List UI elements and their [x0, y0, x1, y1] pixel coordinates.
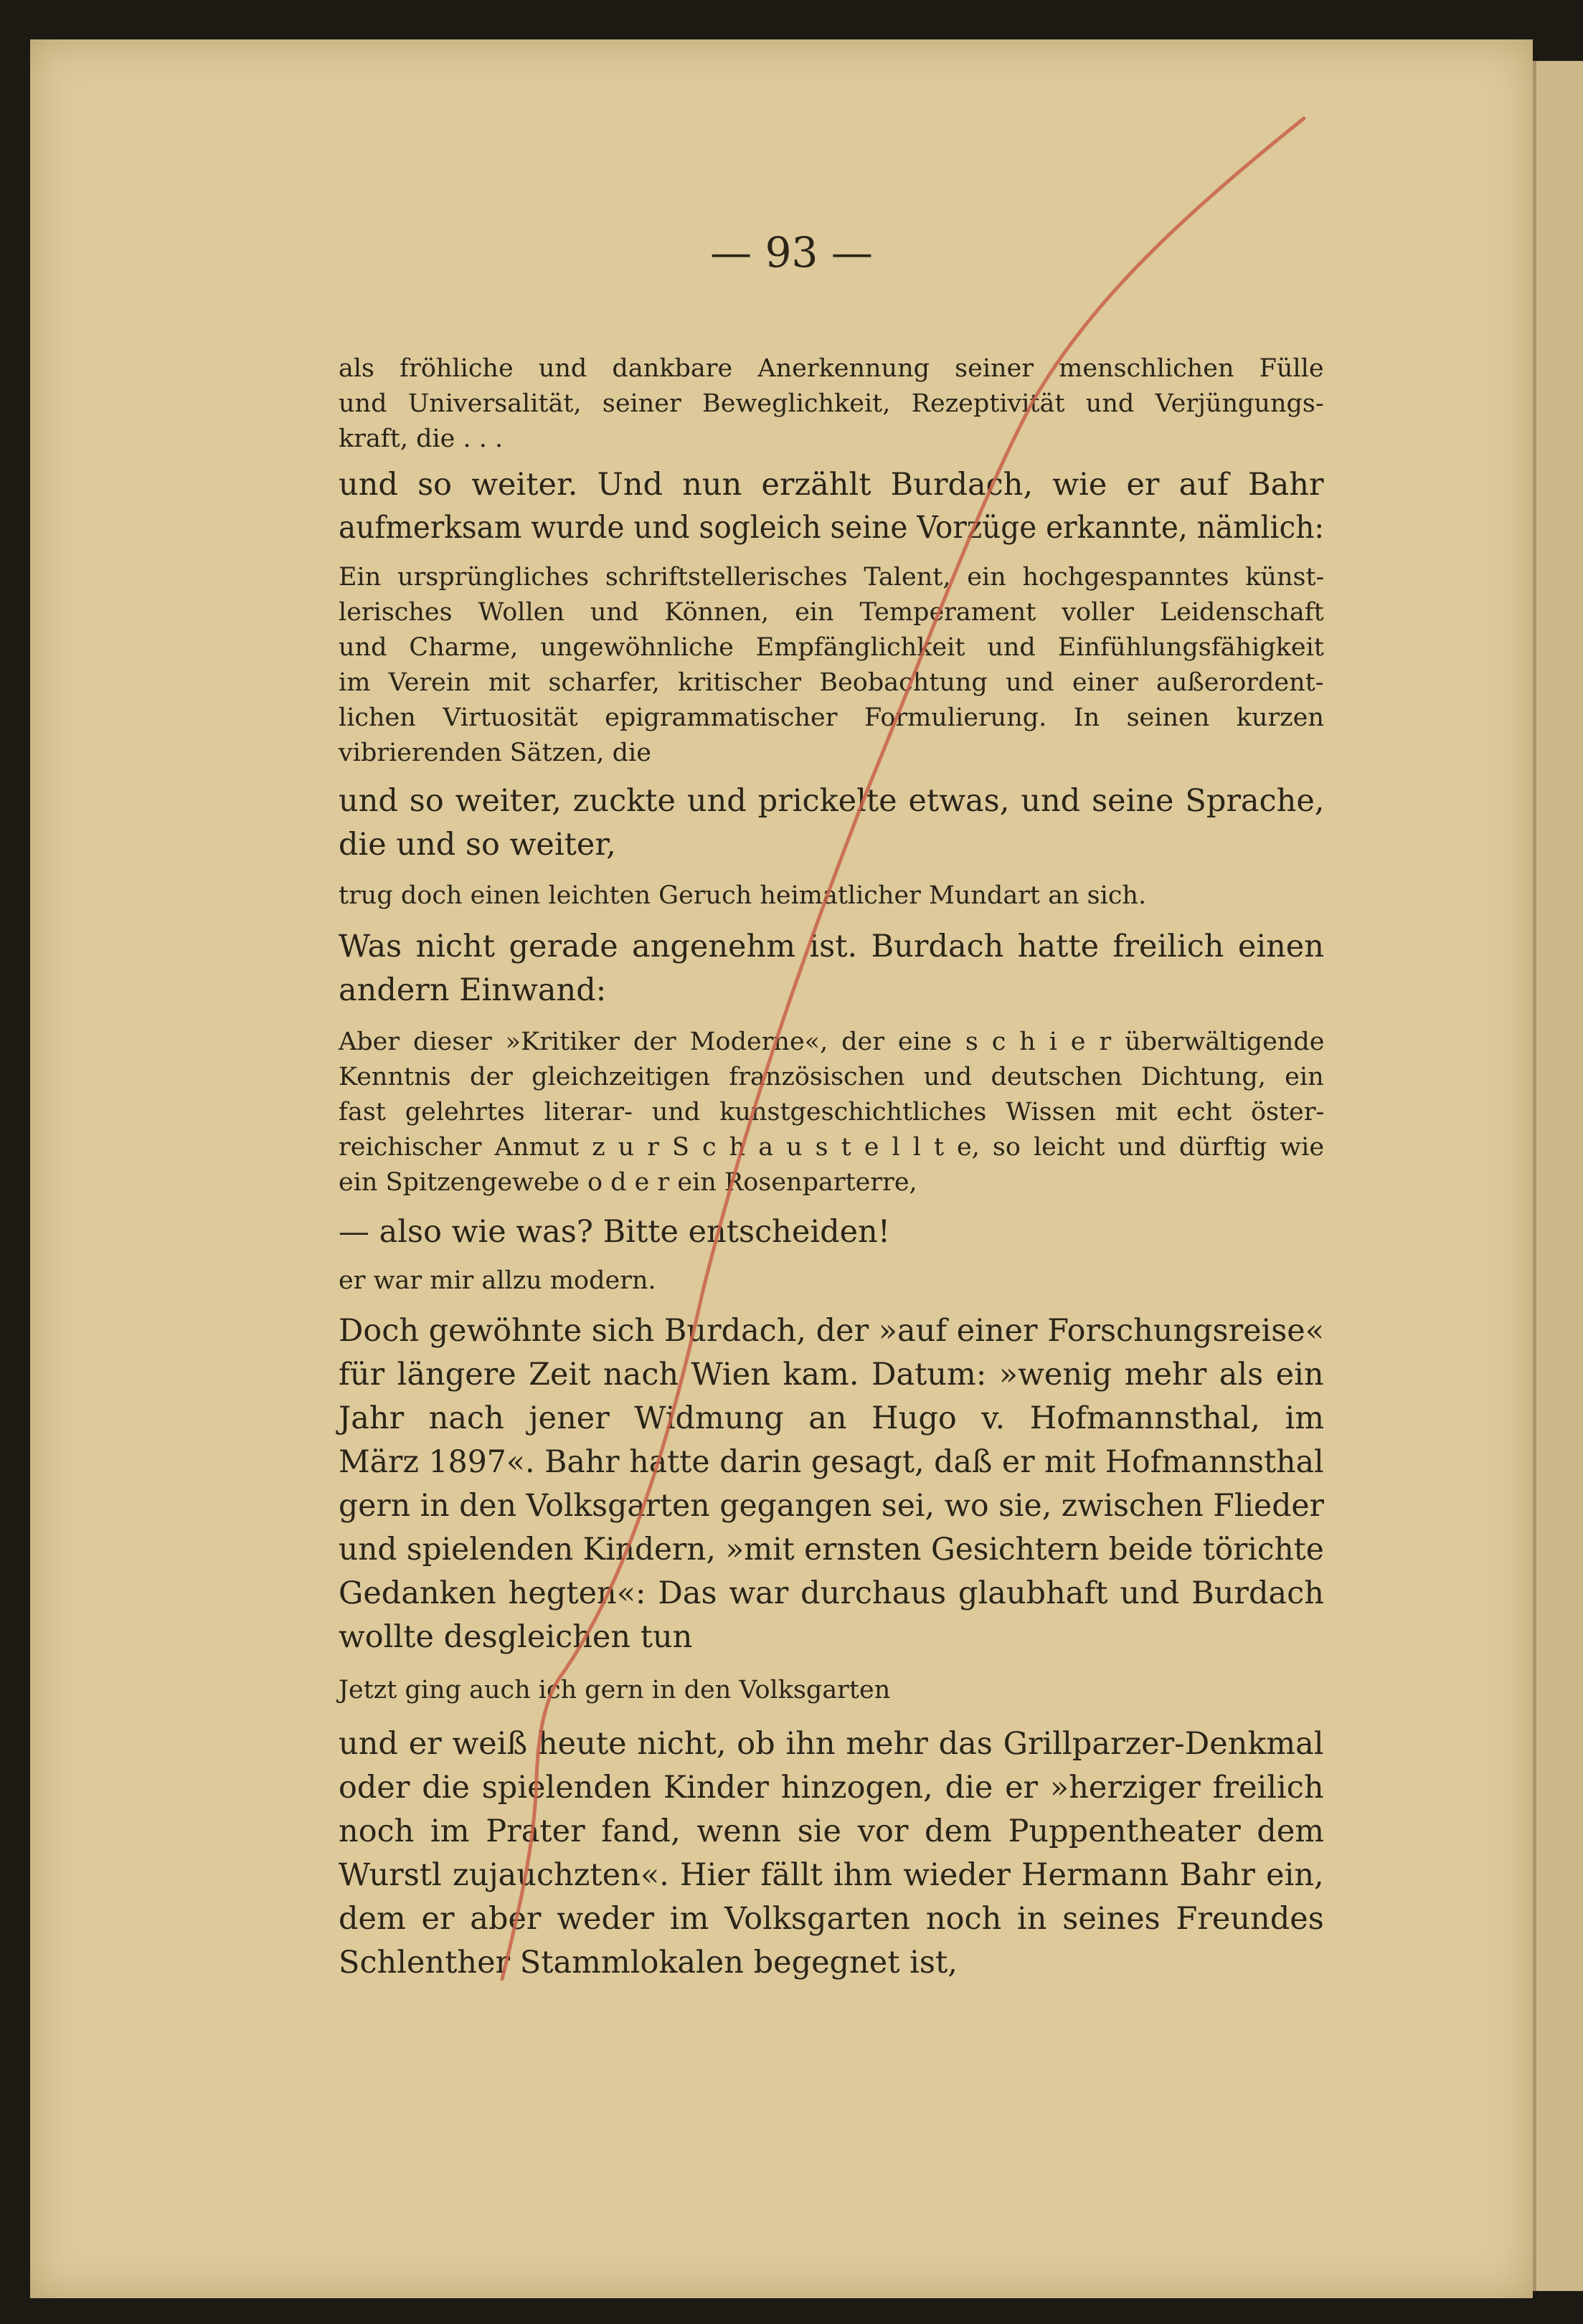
quote-line: lichen Virtuosität epigrammatischer Formulierung. In seinen kurzen — [339, 703, 1324, 732]
body-line: und er weiß heute nicht, ob ihn mehr das Grillparzer-Denkmal — [339, 1726, 1324, 1762]
quote-line: ein Spitzengewebe o d e r ein Rosenparterre, — [339, 1168, 917, 1197]
quote-line: Jetzt ging auch ich gern in den Volksgarten — [339, 1676, 891, 1704]
quote-line: trug doch einen leichten Geruch heimatlicher Mundart an sich. — [339, 881, 1147, 910]
quote-line: lerisches Wollen und Können, ein Temperament voller Leidenschaft — [339, 598, 1324, 627]
body-line: Wurstl zujauchzten«. Hier fällt ihm wieder Hermann Bahr ein, — [339, 1857, 1324, 1893]
body-line: Doch gewöhnte sich Burdach, der »auf einer Forschungsreise« — [339, 1313, 1324, 1349]
quote-line: und Universalität, seiner Beweglichkeit, Rezeptivität und Verjüngungs- — [339, 389, 1324, 418]
quote-line: vibrierenden Sätzen, die — [339, 739, 651, 767]
body-line: gern in den Volksgarten gegangen sei, wo sie, zwischen Flieder — [339, 1488, 1324, 1524]
quote-line: Kenntnis der gleichzeitigen französischen und deutschen Dichtung, ein — [339, 1063, 1324, 1091]
body-line: aufmerksam wurde und sogleich seine Vorzüge erkannte, nämlich: — [339, 510, 1325, 546]
body-line: und spielenden Kindern, »mit ernsten Gesichtern beide törichte — [339, 1532, 1324, 1567]
body-line: Jahr nach jener Widmung an Hugo v. Hofmannsthal, im — [339, 1400, 1324, 1436]
body-line: die und so weiter, — [339, 827, 616, 863]
page-number: — 93 — — [710, 228, 873, 277]
body-line: — also wie was? Bitte entscheiden! — [339, 1214, 891, 1250]
body-line: dem er aber weder im Volksgarten noch in seines Freundes — [339, 1901, 1324, 1937]
quote-line: und Charme, ungewöhnliche Empfänglichkeit und Einfühlungsfähigkeit — [339, 633, 1324, 662]
body-line: Gedanken hegten«: Das war durchaus glaubhaft und Burdach — [339, 1575, 1324, 1611]
quote-line: kraft, die . . . — [339, 425, 504, 453]
quote-line: er war mir allzu modern. — [339, 1266, 656, 1295]
body-line: März 1897«. Bahr hatte darin gesagt, daß er mit Hofmannsthal — [339, 1444, 1324, 1480]
body-line: Schlenther Stammlokalen begegnet ist, — [339, 1945, 958, 1981]
body-line: und so weiter. Und nun erzählt Burdach, wie er auf Bahr — [339, 467, 1324, 503]
quote-line: Aber dieser »Kritiker der Moderne«, der eine s c h i e r überwältigende — [339, 1028, 1325, 1056]
quote-line: reichischer Anmut z u r S c h a u s t e l l t e, so leicht und dürftig wie — [339, 1133, 1325, 1162]
body-line: für längere Zeit nach Wien kam. Datum: »wenig mehr als ein — [339, 1357, 1324, 1393]
body-line: andern Einwand: — [339, 972, 607, 1008]
quote-line: Ein ursprüngliches schriftstellerisches Talent, ein hochgespanntes künst- — [339, 563, 1325, 592]
quote-line: als fröhliche und dankbare Anerkennung seiner menschlichen Fülle — [339, 354, 1324, 383]
body-line: und so weiter, zuckte und prickelte etwas, und seine Sprache, — [339, 783, 1325, 819]
body-line: Was nicht gerade angenehm ist. Burdach hatte freilich einen — [339, 929, 1324, 964]
quote-line: im Verein mit scharfer, kritischer Beobachtung und einer außerordent- — [339, 668, 1324, 697]
body-line: noch im Prater fand, wenn sie vor dem Puppentheater dem — [339, 1813, 1325, 1849]
body-line: oder die spielenden Kinder hinzogen, die er »herziger freilich — [339, 1770, 1324, 1806]
quote-line: fast gelehrtes literar- und kunstgeschichtliches Wissen mit echt öster- — [339, 1098, 1325, 1127]
body-line: wollte desgleichen tun — [339, 1619, 693, 1655]
red-pencil-line — [502, 118, 1304, 1979]
